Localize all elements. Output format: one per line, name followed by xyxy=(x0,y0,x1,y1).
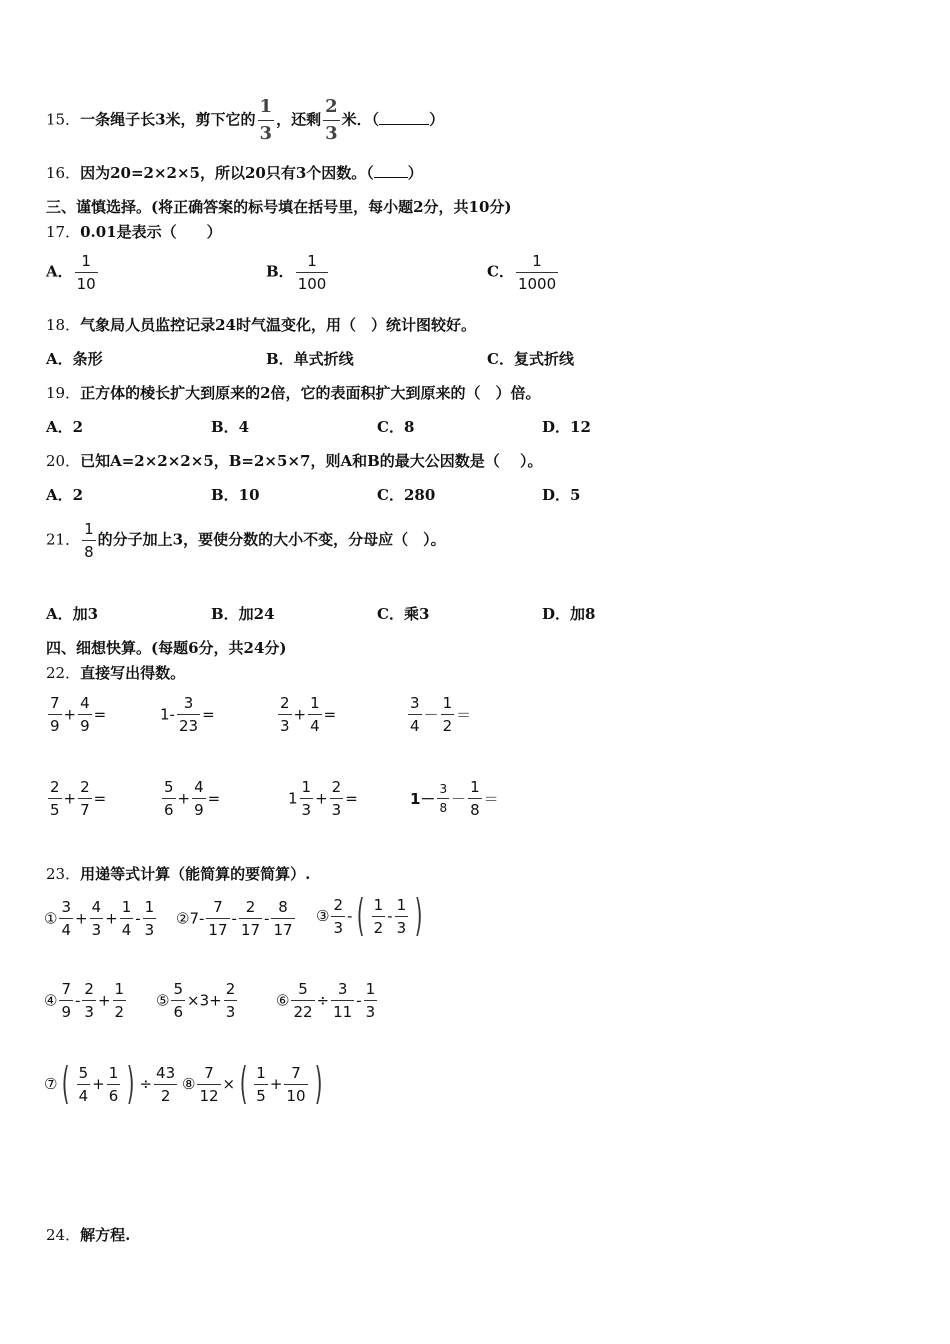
right-paren: ) xyxy=(127,1058,135,1109)
option-b[interactable]: B．10 xyxy=(211,486,260,504)
fraction: $\frac{1}{3}$ xyxy=(259,96,273,144)
left-paren: ( xyxy=(357,890,365,941)
option-c[interactable]: C．8 xyxy=(377,418,415,436)
expression-22-3: $\frac{2}{3}$ + $\frac{1}{4}$ = xyxy=(280,694,337,735)
option-b[interactable]: B．单式折线 xyxy=(266,350,354,368)
question-18 xyxy=(46,314,476,335)
question-text: 一条绳子长3米，剪下它的 xyxy=(80,110,256,129)
expression-22-1: $\frac{7}{9}$ + $\frac{4}{9}$ = xyxy=(50,694,107,735)
fraction: $\frac{1}{8}$ xyxy=(84,520,94,561)
fraction: $\frac{1}{100}$ xyxy=(297,252,327,293)
expression-22-8: 1－ $\frac{3}{8}$ － $\frac{1}{8}$ ＝ xyxy=(410,778,499,819)
fraction: $\frac{1}{10}$ xyxy=(76,252,96,293)
option-c[interactable]: C．280 xyxy=(377,486,436,504)
answer-blank[interactable] xyxy=(379,110,429,125)
right-paren: ) xyxy=(314,1058,322,1109)
question-15: 15．一条绳子长3米，剪下它的 $\frac{1}{3}$ ，还剩 $\frac{2}{3}$ 米．（ ） xyxy=(46,96,445,144)
question-number: 22． xyxy=(46,664,81,682)
option-c[interactable]: C． $\frac{1}{1000}$ xyxy=(487,252,557,293)
question-21 xyxy=(46,520,446,561)
option-c[interactable]: C．复式折线 xyxy=(487,350,574,368)
question-text: 的分子加上3，要使分数的大小不变，分母应（ ）。 xyxy=(97,530,446,549)
expression-22-5: $\frac{2}{5}$ + $\frac{2}{7}$ = xyxy=(50,778,107,819)
question-17 xyxy=(46,221,222,242)
expression-23-6: ⑥ $\frac{5}{22}$ ÷ $\frac{3}{11}$ - $\frac{1}{3}$ xyxy=(276,980,376,1021)
expression-22-7: 1 $\frac{1}{3}$ + $\frac{2}{3}$ = xyxy=(288,778,358,819)
question-text: 因为20=2×2×5，所以20只有3个因数。（ xyxy=(80,164,374,182)
question-number: 16． xyxy=(46,164,81,182)
expression-22-4: $\frac{3}{4}$ － $\frac{1}{2}$ ＝ xyxy=(410,694,472,735)
expression-23-4: ④ $\frac{7}{9}$ - $\frac{2}{3}$ + $\frac{1}{2}$ xyxy=(44,980,125,1021)
fraction: $\frac{1}{1000}$ xyxy=(517,252,557,293)
question-20 xyxy=(46,450,543,471)
question-text: 0.01是表示（ ） xyxy=(80,223,222,241)
option-d[interactable]: D．5 xyxy=(542,486,581,504)
option-b[interactable]: B．加24 xyxy=(211,605,275,623)
option-c[interactable]: C．乘3 xyxy=(377,605,430,623)
question-number: 24． xyxy=(46,1226,81,1244)
question-text: 正方体的棱长扩大到原来的2倍，它的表面积扩大到原来的（ ）倍。 xyxy=(80,384,541,402)
question-19 xyxy=(46,382,541,403)
question-text: 已知A=2×2×2×5，B=2×5×7，则A和B的最大公因数是（ ）。 xyxy=(80,452,543,470)
option-a[interactable]: A．条形 xyxy=(46,350,103,368)
expression-22-2: 1- $\frac{3}{23}$ = xyxy=(160,694,215,735)
left-paren: ( xyxy=(239,1058,248,1109)
expression-23-2: ②7- $\frac{7}{17}$ - $\frac{2}{17}$ - $\frac{8}{17}$ xyxy=(176,898,293,939)
question-number: 23． xyxy=(46,865,81,883)
question-23 xyxy=(46,863,310,884)
question-text: 解方程. xyxy=(80,1226,131,1244)
section-3-title: 三、谨慎选择。(将正确答案的标号填在括号里，每小题2分，共10分) xyxy=(46,198,512,216)
option-a[interactable]: A．2 xyxy=(46,418,84,436)
question-text: 用递等式计算（能简算的要简算）. xyxy=(80,865,311,883)
fraction: $\frac{2}{3}$ xyxy=(325,96,338,144)
question-text: 气象局人员监控记录24时气温变化，用（ ）统计图较好。 xyxy=(80,316,476,334)
question-number: 19． xyxy=(46,384,81,402)
answer-blank[interactable] xyxy=(374,163,408,178)
question-24 xyxy=(46,1224,130,1245)
option-b[interactable]: B． $\frac{1}{100}$ xyxy=(266,252,327,293)
option-a[interactable]: A．加3 xyxy=(46,605,99,623)
expression-23-5: ⑤ $\frac{5}{6}$ ×3+ $\frac{2}{3}$ xyxy=(156,980,236,1021)
question-22 xyxy=(46,662,185,683)
expression-23-7: ⑦ ( $\frac{5}{4}$ + $\frac{1}{6}$ ) ÷ $\frac{43}{2}$ xyxy=(44,1058,176,1109)
question-number: 15． xyxy=(46,110,81,129)
question-text: 米．（ xyxy=(341,110,380,129)
right-paren: ) xyxy=(414,890,423,941)
section-4-title: 四、细想快算。(每题6分，共24分) xyxy=(46,639,287,657)
question-text: 直接写出得数。 xyxy=(80,664,186,682)
option-d[interactable]: D．加8 xyxy=(542,605,596,623)
expression-23-1: ① $\frac{3}{4}$ + $\frac{4}{3}$ + $\frac{1}{4}$ - $\frac{1}{3}$ xyxy=(44,898,155,939)
question-16: 16．因为20=2×2×5，所以20只有3个因数。（ ） xyxy=(46,164,423,182)
left-paren: ( xyxy=(62,1058,70,1109)
expression-22-6: $\frac{5}{6}$ + $\frac{4}{9}$ = xyxy=(164,778,221,819)
option-b[interactable]: B．4 xyxy=(211,418,250,436)
option-a[interactable]: A． $\frac{1}{10}$ xyxy=(46,252,96,293)
expression-23-3: ③ $\frac{2}{3}$ - ( $\frac{1}{2}$ - $\frac{1}{3}$ ) xyxy=(316,890,423,941)
question-number: 18． xyxy=(46,316,81,334)
expression-23-8: ⑧ $\frac{7}{12}$ × ( $\frac{1}{5}$ + $\frac{7}{10}$ ) xyxy=(182,1058,322,1109)
question-number: 21． xyxy=(46,530,81,549)
question-number: 17． xyxy=(46,223,81,241)
option-a[interactable]: A．2 xyxy=(46,486,84,504)
question-text: ，还剩 xyxy=(276,110,322,129)
option-d[interactable]: D．12 xyxy=(542,418,591,436)
question-number: 20． xyxy=(46,452,81,470)
